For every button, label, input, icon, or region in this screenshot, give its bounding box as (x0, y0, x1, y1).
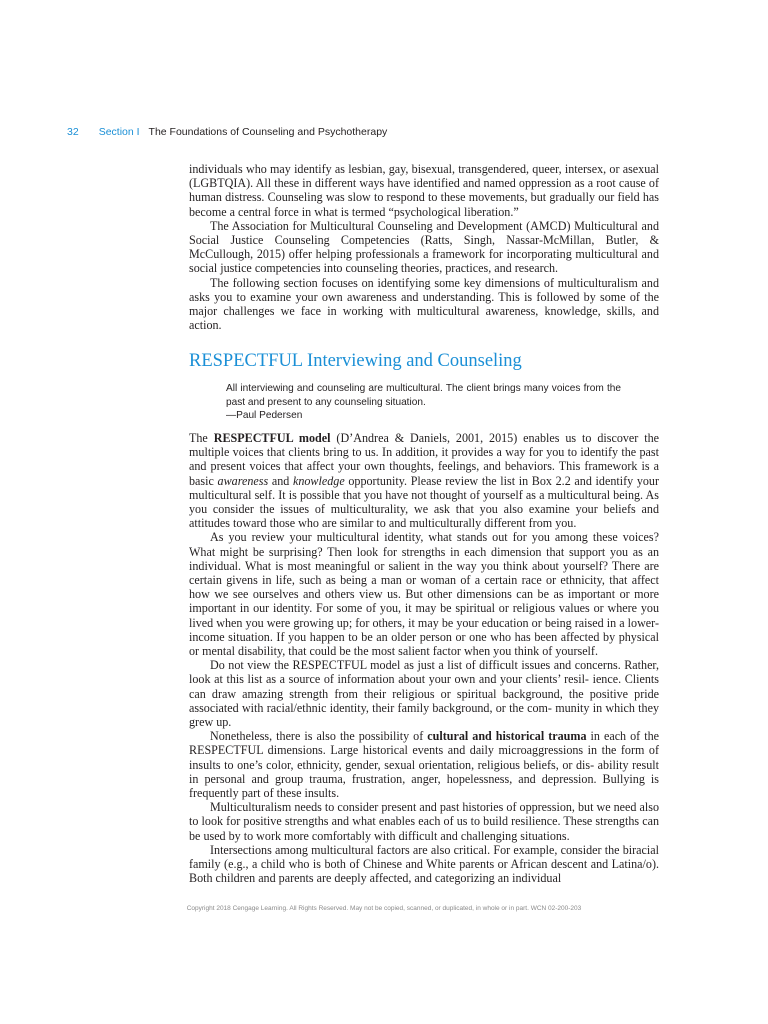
paragraph-amcd: The Association for Multicultural Counseling and Development (AMCD) Multicultural and Social Justice Counseling Competencies (Ratts, Singh, Nassar-McMillan, Butler, & McCullough, 2015) offer helping professionals a framework for incorporating multicultural and social justice competencies into counseling theories, practices, and research. (189, 218, 659, 276)
paragraph-do-not-view: Do not view the RESPECTFUL model as just a list of difficult issues and concerns. Rather, look at this list as a source of information about your own and your clients’ resil- ience. Clients can draw amazing strength from their religious or spiritual background, the positive pride associated with racial/ethnic identity, their family background, or the com- munity in which they grew up. (189, 658, 659, 729)
paragraph-trauma (189, 729, 659, 800)
page-number: 32 (67, 126, 79, 138)
text-run: in each of the RESPECTFUL dimensions. Large historical events and daily microaggressions in the form of insults to one’s color, ethnicity, gender, sexual orientation, religious beliefs, or dis- ability result in personal and group trauma, frustration, anger, hopelessness, and depression. Bullying is frequently part of these insults. (189, 729, 660, 801)
emphasis-term: knowledge (292, 473, 345, 488)
key-term: cultural and historical trauma (427, 729, 587, 744)
running-head (67, 126, 387, 138)
section-label: Section I (98, 126, 140, 138)
text-run: Nonetheless, there is also the possibility of (210, 729, 428, 744)
paragraph-respectful-model (189, 431, 659, 530)
epigraph (226, 382, 621, 423)
paragraph-intersections: Intersections among multicultural factors are also critical. For example, consider the biracial family (e.g., a child who is both of Chinese and White parents or African descent and Latina/o). Both children and parents are deeply affected, and categorizing an individual (189, 842, 659, 886)
section-heading: RESPECTFUL Interviewing and Counseling (189, 351, 522, 372)
epigraph-attribution: —Paul Pedersen (226, 410, 303, 422)
copyright-footer: Copyright 2018 Cengage Learning. All Rights Reserved. May not be copied, scanned, or duplicated, in whole or in part. WCN 02-200-203 (186, 905, 582, 912)
paragraph-following-section: The following section focuses on identifying some key dimensions of multiculturalism and asks you to examine your own awareness and understanding. This is followed by some of the major challenges we face in working with multicultural awareness, knowledge, skills, and action. (189, 275, 659, 333)
epigraph-quote: All interviewing and counseling are multicultural. The client brings many voices from the past and present to any counseling situation. (226, 383, 621, 408)
text-run: and (268, 473, 293, 488)
body-text (189, 162, 659, 885)
emphasis-term: awareness (217, 473, 269, 488)
text-run: opportunity. Please review the list in Box 2.2 and identify your multicultural self. It is possible that you have not thought of yourself as a multicultural being. As you consider the issues of multiculturality, we ask that you also examine your beliefs and attitudes toward those who are similar to and multiculturally different from you. (189, 473, 660, 531)
book-title: The Foundations of Counseling and Psychotherapy (148, 126, 388, 138)
paragraph-review-identity: As you review your multicultural identity, what stands out for you among these voices? What might be surprising? Then look for strengths in each dimension that support you as an individual. What is most meaningful or salient in the way you think about yourself? There are certain givens in life, such as being a man or woman of a certain race or ethnicity, that affect how we see ourselves and others view us. But other dimensions can be as important or more important in our identity. For some of you, it may be spiritual or religious values or where you lived when you were growing up; for others, it may be your education or being raised in a lower-income situation. If you happen to be an older person or one who has been affected by physical or mental disability, that could be the most salient factor when you think of yourself. (189, 530, 659, 658)
key-term: RESPECTFUL model (213, 430, 331, 445)
text-run: The (189, 430, 214, 445)
paragraph-continued: individuals who may identify as lesbian, gay, bisexual, transgendered, queer, intersex, or asexual (LGBTQIA). All these in different ways have identified and named oppression as a root cause of human distress. Counseling was slow to respond to these movements, but gradually our field has become a central force in what is termed “psychological liberation.” (189, 162, 659, 219)
text-run: (D’Andrea & Daniels, 2001, 2015) enables us to discover the multiple voices that clients bring to us. In addition, it provides a way for you to identify the past and present voices that affect your own thoughts, feelings, and behaviors. This framework is a basic (189, 430, 659, 488)
paragraph-multiculturalism: Multiculturalism needs to consider present and past histories of oppression, but we need also to look for positive strengths and what enables each of us to build resilience. These strengths can be used by to work more comfortably with difficult and challenging situations. (189, 800, 659, 843)
